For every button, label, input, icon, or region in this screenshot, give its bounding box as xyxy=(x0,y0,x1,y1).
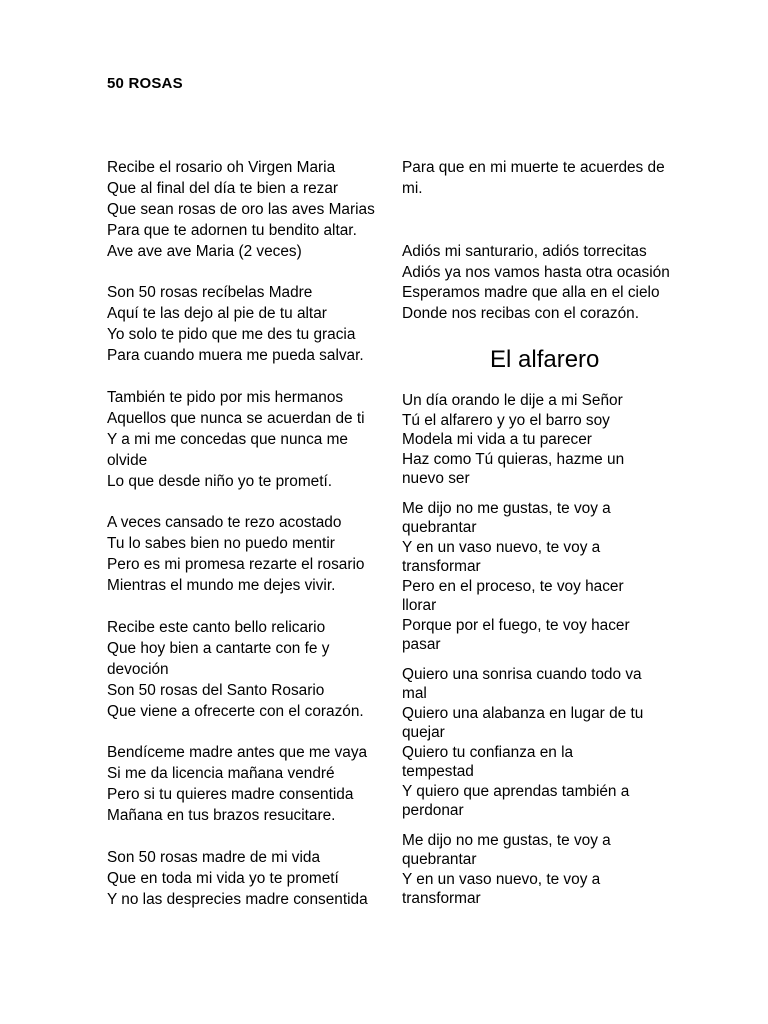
stanza xyxy=(107,848,397,911)
lyric-line: quebrantar xyxy=(402,519,477,537)
lyric-line: Pero si tu quieres madre consentida xyxy=(107,786,354,804)
stanza xyxy=(402,665,702,821)
stanza xyxy=(107,743,397,827)
lyric-line: Un día orando le dije a mi Señor xyxy=(402,392,623,410)
lyric-line: Quiero una sonrisa cuando todo va xyxy=(402,665,642,683)
section-title: El alfarero xyxy=(490,346,600,374)
lyric-line: Esperamos madre que alla en el cielo xyxy=(402,284,660,302)
song-continuation xyxy=(402,158,702,325)
lyric-line: Tú el alfarero y yo el barro soy xyxy=(402,411,610,429)
lyric-line: Me dijo no me gustas, te voy a xyxy=(402,499,611,517)
left-column xyxy=(107,158,397,931)
stanza xyxy=(402,391,702,489)
lyric-line: Y quiero que aprendas también a xyxy=(402,782,630,800)
stanza xyxy=(107,513,397,597)
lyric-line: transformar xyxy=(402,890,481,908)
lyric-line: Modela mi vida a tu parecer xyxy=(402,431,592,449)
lyric-line: Mientras el mundo me dejes vivir. xyxy=(107,577,336,595)
lyric-line: quebrantar xyxy=(402,851,477,869)
section-lyrics xyxy=(402,391,702,909)
lyric-line: Recibe el rosario oh Virgen Maria xyxy=(107,159,336,176)
lyric-line: mi. xyxy=(402,179,423,197)
lyric-line: Si me da licencia mañana vendré xyxy=(107,765,335,783)
lyric-line: transformar xyxy=(402,558,481,576)
lyric-line: Y no las desprecies madre consentida xyxy=(107,890,368,908)
lyric-line: Pero en el proceso, te voy hacer xyxy=(402,577,624,595)
lyric-line: Tu lo sabes bien no puedo mentir xyxy=(107,535,335,553)
lyric-line: tempestad xyxy=(402,763,474,781)
lyric-line: Son 50 rosas del Santo Rosario xyxy=(107,681,325,699)
lyric-line: A veces cansado te rezo acostado xyxy=(107,514,342,532)
lyric-line: olvide xyxy=(107,451,148,469)
lyric-line: Para que en mi muerte te acuerdes de xyxy=(402,159,665,176)
page-title: 50 ROSAS xyxy=(107,75,183,92)
stanza xyxy=(107,283,397,367)
lyric-line: pasar xyxy=(402,636,441,654)
lyric-line: Que en toda mi vida yo te prometí xyxy=(107,869,339,887)
lyric-line: Quiero una alabanza en lugar de tu xyxy=(402,704,644,722)
lyric-line: Yo solo te pido que me des tu gracia xyxy=(107,326,356,344)
lyric-line: Quiero tu confianza en la xyxy=(402,743,574,761)
lyric-line: Que hoy bien a cantarte con fe y xyxy=(107,639,330,657)
lyric-line: Donde nos recibas con el corazón. xyxy=(402,305,639,323)
lyric-line: Son 50 rosas recíbelas Madre xyxy=(107,284,313,302)
lyric-line: También te pido por mis hermanos xyxy=(107,388,344,406)
lyric-line: Adiós ya nos vamos hasta otra ocasión xyxy=(402,263,670,281)
lyric-line: quejar xyxy=(402,724,445,742)
lyric-line: Y a mi me concedas que nunca me xyxy=(107,430,348,448)
lyric-line: Adiós mi santurario, adiós torrecitas xyxy=(402,242,647,260)
lyric-line: Aquellos que nunca se acuerdan de ti xyxy=(107,409,365,427)
lyric-line: Para que te adornen tu bendito altar. xyxy=(107,221,357,239)
lyric-line: Para cuando muera me pueda salvar. xyxy=(107,347,364,365)
lyric-line: Pero es mi promesa rezarte el rosario xyxy=(107,556,365,574)
lyric-line: Son 50 rosas madre de mi vida xyxy=(107,848,321,866)
lyric-line: Y en un vaso nuevo, te voy a xyxy=(402,870,601,888)
stanza xyxy=(107,618,397,723)
lyric-line: Que viene a ofrecerte con el corazón. xyxy=(107,702,364,720)
lyric-line: Porque por el fuego, te voy hacer xyxy=(402,616,630,634)
lyric-line: mal xyxy=(402,685,427,703)
lyric-line: Y en un vaso nuevo, te voy a xyxy=(402,538,601,556)
right-column xyxy=(402,158,702,909)
lyric-line: Me dijo no me gustas, te voy a xyxy=(402,831,611,849)
lyric-line: Que al final del día te bien a rezar xyxy=(107,179,339,197)
stanza xyxy=(402,242,702,326)
lyric-line: Que sean rosas de oro las aves Marias xyxy=(107,200,375,218)
lyric-line: Mañana en tus brazos resucitare. xyxy=(107,807,336,825)
lyric-line: Haz como Tú quieras, hazme un xyxy=(402,450,625,468)
lyric-line: Recibe este canto bello relicario xyxy=(107,618,326,636)
stanza xyxy=(107,388,397,493)
stanza xyxy=(107,158,397,263)
lyric-line: Lo que desde niño yo te prometí. xyxy=(107,472,333,490)
lyric-line: devoción xyxy=(107,660,169,678)
lyric-line: Ave ave ave Maria (2 veces) xyxy=(107,242,302,260)
lyric-line: perdonar xyxy=(402,802,464,820)
lyric-line: nuevo ser xyxy=(402,470,470,488)
stanza xyxy=(402,831,702,909)
stanza xyxy=(402,158,702,200)
stanza xyxy=(402,499,702,655)
lyric-line: Aquí te las dejo al pie de tu altar xyxy=(107,305,327,323)
lyric-line: Bendíceme madre antes que me vaya xyxy=(107,744,368,762)
lyric-line: llorar xyxy=(402,597,437,615)
